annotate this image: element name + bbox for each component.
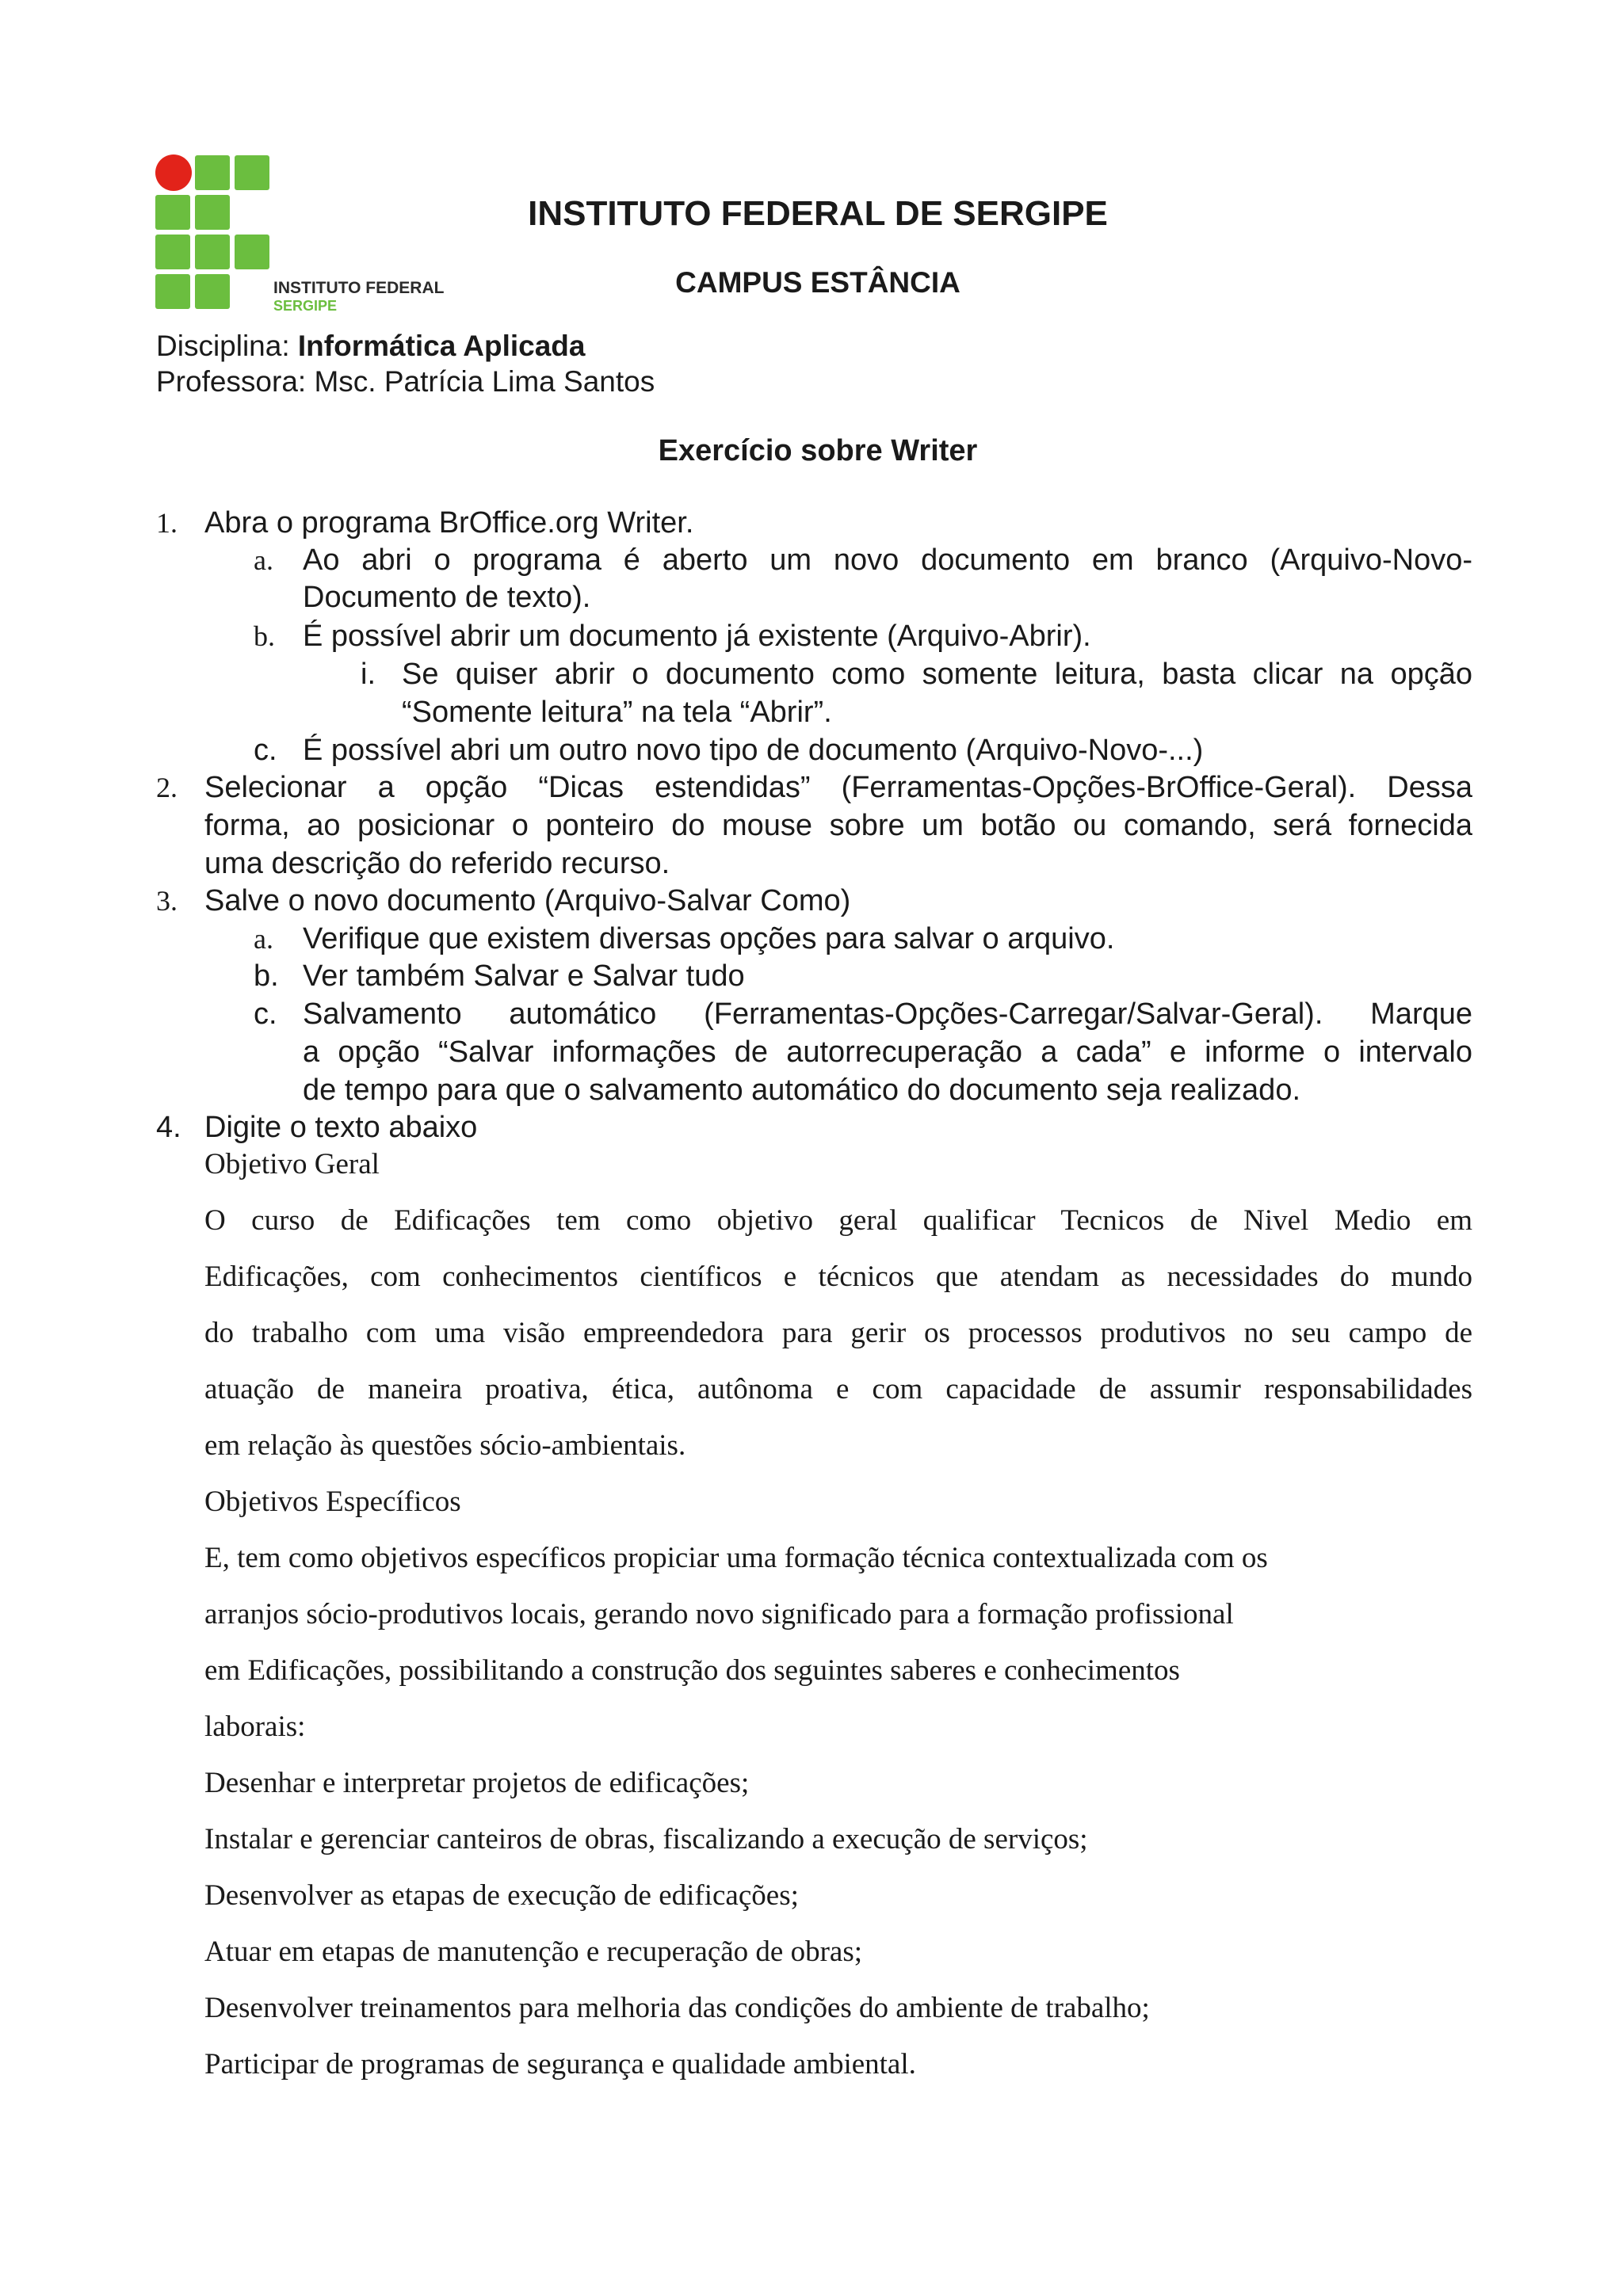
list-item-text: Salve o novo documento (Arquivo-Salvar Como): [204, 884, 851, 917]
exercise-title: Exercício sobre Writer: [658, 434, 978, 467]
list-item-text: É possível abrir um documento já existente (Arquivo-Abrir).: [303, 620, 1091, 653]
list-item-text: Ver também Salvar e Salvar tudo: [303, 959, 745, 993]
list-item-text: de tempo para que o salvamento automático do documento seja realizado.: [303, 1074, 1301, 1107]
logo-red-circle: [155, 154, 192, 191]
list-marker: i.: [361, 658, 376, 691]
list-item-text: Abra o programa BrOffice.org Writer.: [204, 506, 694, 540]
logo-square: [195, 155, 230, 190]
professor-line: Professora: Msc. Patrícia Lima Santos: [156, 365, 655, 398]
discipline-label: Disciplina:: [156, 330, 298, 362]
list-item-text: Digite o texto abaixo: [204, 1111, 478, 1144]
list-item-text: Documento de texto).: [303, 581, 591, 614]
logo-square: [195, 235, 230, 269]
campus-title: CAMPUS ESTÂNCIA: [675, 266, 960, 299]
paragraph-line: Edificações, com conhecimentos científicos e técnicos que atendam as necessidades do mundo: [204, 1261, 1472, 1293]
logo-subtext: SERGIPE: [273, 298, 338, 314]
logo-square: [235, 155, 269, 190]
list-item-text: “Somente leitura” na tela “Abrir”.: [402, 696, 832, 729]
list-item: Desenhar e interpretar projetos de edificações;: [204, 1767, 750, 1799]
logo-square: [155, 235, 190, 269]
list-marker: 1.: [156, 507, 178, 539]
list-marker: a.: [254, 923, 273, 955]
list-item: Atuar em etapas de manutenção e recuperação de obras;: [204, 1936, 863, 1968]
list-marker: a.: [254, 544, 273, 576]
section-heading: Objetivos Específicos: [204, 1486, 461, 1518]
list-item-text: Verifique que existem diversas opções para salvar o arquivo.: [303, 922, 1115, 955]
list-item-text: Se quiser abrir o documento como somente leitura, basta clicar na opção: [402, 658, 1472, 691]
institution-title: INSTITUTO FEDERAL DE SERGIPE: [528, 194, 1108, 233]
list-item-text: a opção “Salvar informações de autorrecuperação a cada” e informe o intervalo: [303, 1035, 1472, 1069]
list-item-text: Salvamento automático (Ferramentas-Opções-Carregar/Salvar-Geral). Marque: [303, 997, 1472, 1031]
discipline-line: [156, 330, 585, 363]
list-marker: b.: [254, 959, 279, 993]
paragraph-line: O curso de Edificações tem como objetivo geral qualificar Tecnicos de Nivel Medio em: [204, 1204, 1472, 1237]
list-marker: 3.: [156, 885, 178, 917]
paragraph-line: laborais:: [204, 1711, 306, 1743]
list-item: Instalar e gerenciar canteiros de obras, fiscalizando a execução de serviços;: [204, 1823, 1088, 1855]
list-item-text: Ao abri o programa é aberto um novo documento em branco (Arquivo-Novo-: [303, 543, 1472, 577]
list-item-text: forma, ao posicionar o ponteiro do mouse sobre um botão ou comando, será fornecida: [204, 809, 1472, 842]
logo-text: INSTITUTO FEDERAL: [273, 279, 445, 297]
list-marker: b.: [254, 620, 275, 652]
paragraph-line: em Edificações, possibilitando a construção dos seguintes saberes e conhecimentos: [204, 1654, 1180, 1687]
paragraph-line: em relação às questões sócio-ambientais.: [204, 1429, 686, 1462]
list-item: Participar de programas de segurança e qualidade ambiental.: [204, 2048, 916, 2081]
list-item-text: uma descrição do referido recurso.: [204, 847, 670, 880]
list-item-text: Selecionar a opção “Dicas estendidas” (Ferramentas-Opções-BrOffice-Geral). Dessa: [204, 771, 1472, 804]
section-heading: Objetivo Geral: [204, 1148, 380, 1180]
paragraph-line: E, tem como objetivos específicos propiciar uma formação técnica contextualizada com os: [204, 1542, 1268, 1574]
discipline-value: Informática Aplicada: [297, 330, 586, 362]
paragraph-line: atuação de maneira proativa, ética, autônoma e com capacidade de assumir responsabilidades: [204, 1373, 1472, 1405]
list-item: Desenvolver as etapas de execução de edificações;: [204, 1879, 799, 1912]
list-marker: 2.: [156, 772, 178, 803]
list-marker: 4.: [156, 1111, 181, 1144]
list-item: Desenvolver treinamentos para melhoria das condições do ambiente de trabalho;: [204, 1992, 1150, 2024]
list-marker: c.: [254, 997, 277, 1031]
paragraph-line: arranjos sócio-produtivos locais, gerando novo significado para a formação profissional: [204, 1598, 1234, 1630]
list-item-text: É possível abri um outro novo tipo de documento (Arquivo-Novo-...): [303, 734, 1204, 767]
logo-square: [235, 235, 269, 269]
paragraph-line: do trabalho com uma visão empreendedora para gerir os processos produtivos no seu campo de: [204, 1317, 1472, 1349]
list-marker: c.: [254, 734, 277, 767]
